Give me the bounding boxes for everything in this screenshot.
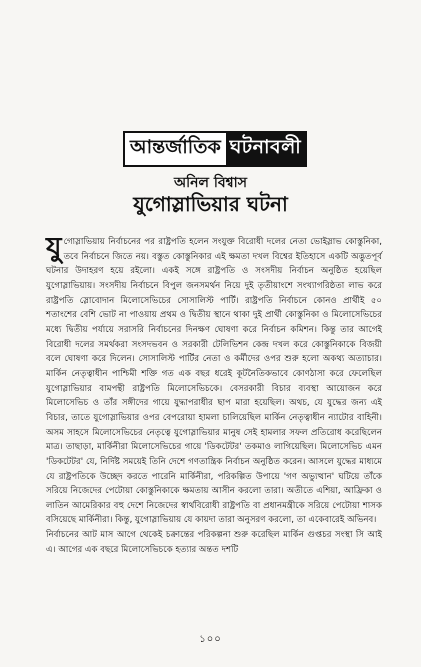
article-title: যুগোস্লাভিয়ার ঘটনা [133,192,288,216]
article-author: অনিল বিশ্বাস [174,175,247,191]
paragraph-2: নির্বাচনের আট মাস আগে থেকেই চক্রান্তের পরিকল্পনা শুরু করেছিল মার্কিন গুপ্তচর সংস্থা সি আই এ। আগের এক বছরে মিলোসেভিচকে হত্যার অন্তত দশটি [46,530,382,555]
section-label-international: আন্তর্জাতিক [125,133,226,165]
section-banner [123,131,307,167]
paragraph-1-text: গোস্লাভিয়ায় নির্বাচনের পর রাষ্ট্রপতি হলেন সংযুক্ত বিরোধী দলের নেতা ভোইস্লাভ কোস্তুনিকা, তবে নির্বাচনে জিতে নয়। বস্তুত কোস্তুনিকার এই ক্ষমতা দখল বিশ্বের ইতিহাসে একটি অদ্ভুতপূর্ব ঘটনার উদাহরণ হয়ে রইলো। একই সঙ্গে রাষ্ট্রপতি ও সংসদীয় নির্বাচন অনুষ্ঠিত হয়েছিল যুগোস্লাভিয়ায়। সংসদীয় নির্বাচনে বিপুল জনসমর্থন নিয়ে দুই তৃতীয়াংশে সংখ্যাগরিষ্ঠতা লাভ করে রাষ্ট্রপতি স্লোবোদান মিলোসেভিচের সোসালিস্ট পার্টি। রাষ্ট্রপতি নির্বাচনে কোনও প্রার্থীই ৫০ শতাংশের বেশি ভোট না পাওয়ায় প্রথম ও দ্বিতীয় স্থানে থাকা দুই প্রার্থী কোস্তুনিকা ও মিলোসেভিচের মধ্যে দ্বিতীয় পর্যায়ে সরাসরি নির্বাচনের দিনক্ষণ ঘোষণা করে নির্বাচন কমিশন। কিন্তু তার আগেই বিরোধী দলের সমর্থকরা সংসদভবন ও সরকারী টেলিভিশন কেন্দ্র দখল করে কোস্তুনিকাকে বিজয়ী বলে ঘোষণা করে দিলেন। সোসালিস্ট পার্টির নেতা ও কর্মীদের ওপর শুরু হলো অকথ্য অত্যাচার। মার্কিন নেতৃত্বাধীন পাশ্চিমী শক্তি গত এক বছর ধরেই কূটনৈতিকভাবে কোণঠাসা করে ফেলেছিল যুগোস্লাভিয়ার বামপন্থী রাষ্ট্রপতি মিলোসেভিচকে। বেসরকারী বিচার ব্যবস্থা আয়োজন করে মিলোসেভিচ ও তাঁর সঙ্গীদের গায়ে যুদ্ধাপরাধীর ছাপ মারা হয়েছিল। অথচ, যে যুদ্ধের জন্য এই বিচার, তাতে যুগোস্লাভিয়ার ওপর বেপরোয়া হামলা চালিয়েছিল মার্কিন নেতৃত্বাধীন ন্যাটোর বাহিনী। অসম সাহসে মিলোসেভিচের নেতৃত্বে যুগোস্লাভিয়ার মানুষ সেই হামলার সফল প্রতিরোধ করেছিলেন মাত্র। তাছাড়া, মার্কিনীরা মিলোসেভিচের গায়ে 'ডিকটেটর' তকমাও লাগিয়েছিল। মিলোসেভিচ এমন 'ডিকটেটর' যে, নির্দিষ্ট সময়েই তিনি দেশে গণতান্ত্রিক নির্বাচন অনুষ্ঠিত করেন। আসলে যুদ্ধের মাধ্যমে যে রাষ্ট্রপতিকে উচ্ছেদ করতে পারেনি মার্কিনীরা, পরিকল্পিত উপায়ে 'গণ অভ্যুত্থান' ঘটিয়ে তাঁকে সরিয়ে নিজেদের পেটোয়া কোস্তুনিকাকে ক্ষমতায় আসীন করলো তারা। অতীতে এশিয়া, আফ্রিকা ও লাতিন আমেরিকার বহু দেশে নিজেদের স্বার্থবিরোধী রাষ্ট্রপতি বা প্রধানমন্ত্রীকে সরিয়ে পেটোয়া শাসক বসিয়েছে মার্কিনীরা। কিন্তু, যুগোস্লাভিয়ায় যে কায়দা তারা অনুসরণ করলো, তা একেবারেই অভিনব। [46,237,382,526]
section-label-events: ঘটনাবলী [226,133,305,165]
article-body [46,232,382,557]
paragraph-1 [46,232,382,528]
dropcap: যু [46,232,62,263]
page-number: ১০০ [199,634,222,645]
